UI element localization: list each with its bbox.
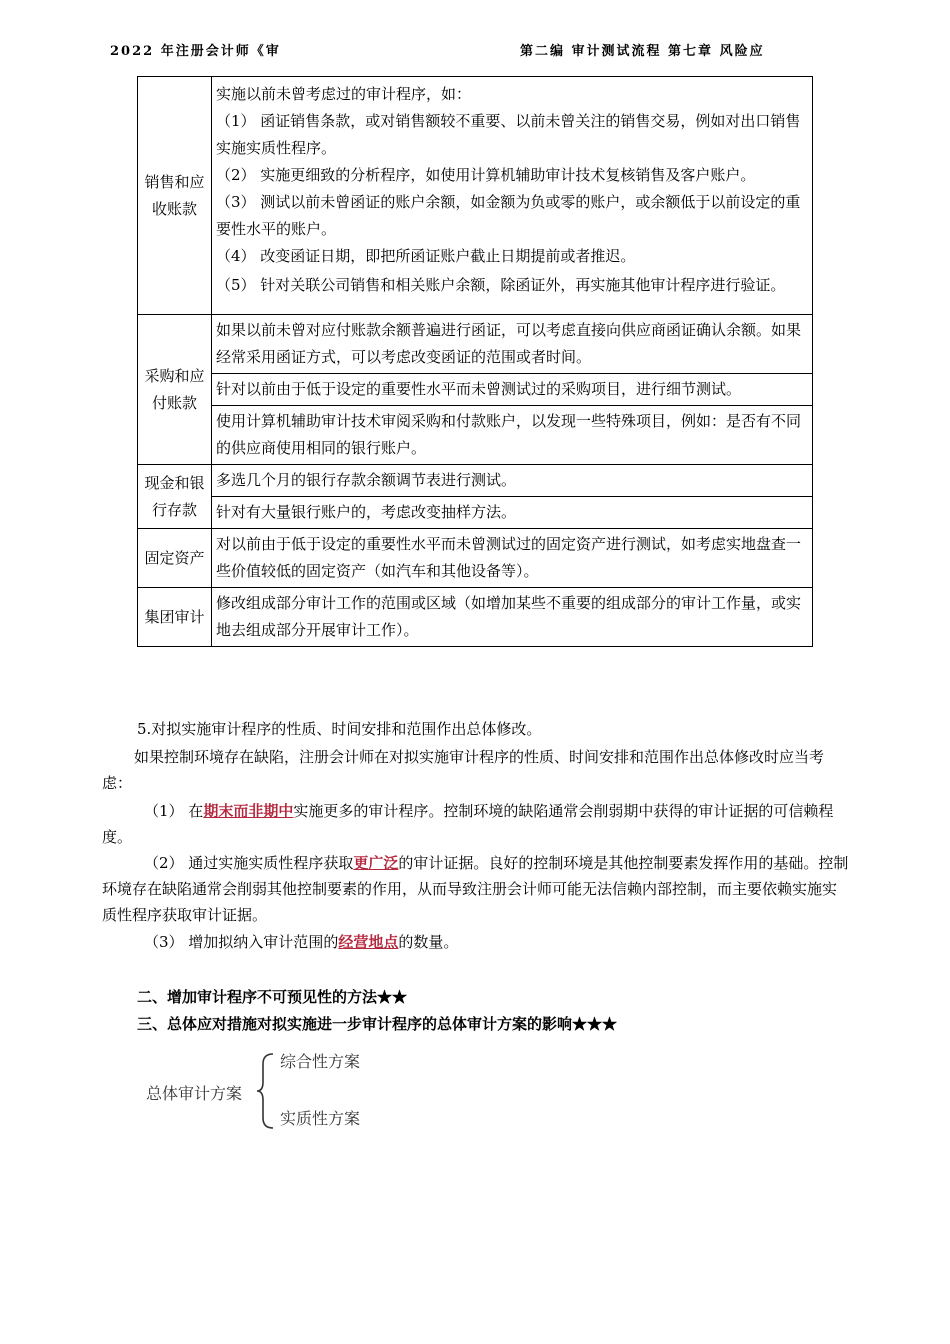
table-row: [138, 315, 813, 374]
table-row: [138, 529, 813, 588]
section-5-item-1: （1） 在期末而非期中实施更多的审计程序。控制环境的缺陷通常会削弱期中获得的审计证据的可信赖程度。: [102, 802, 834, 846]
table-row: [138, 465, 813, 497]
category-cell: 固定资产: [138, 529, 212, 588]
procedure-cell: 针对以前由于低于设定的重要性水平而未曾测试过的采购项目，进行细节测试。: [212, 374, 813, 406]
section-5-item-2: （2） 通过实施实质性程序获取更广泛的审计证据。良好的控制环境是其他控制要素发挥作用的基础。控制环境存在缺陷通常会削弱其他控制要素的作用，从而导致注册会计师可能无法信赖内部控制，而主要依赖实施实质性程序获取审计证据。: [102, 854, 849, 924]
audit-plan-diagram: [140, 1040, 400, 1140]
category-cell: 现金和银行存款: [138, 465, 212, 529]
heading-3: 三、总体应对措施对拟实施进一步审计程序的总体审计方案的影响★★★: [137, 1015, 618, 1033]
header-chapter-title: 第二编 审计测试流程 第七章 风险应: [520, 44, 765, 59]
procedure-cell: 使用计算机辅助审计技术审阅采购和付款账户，以发现一些特殊项目，例如：是否有不同的供应商使用相同的银行账户。: [212, 406, 813, 465]
audit-procedures-table: [137, 76, 813, 647]
section-5-item-3: （3） 增加拟纳入审计范围的经营地点的数量。: [144, 933, 459, 951]
procedure-line: （1） 函证销售条款，或对销售额较不重要、以前未曾关注的销售交易，例如对出口销售实施实质性程序。: [216, 112, 801, 157]
procedure-line: （4） 改变函证日期，即把所函证账户截止日期提前或者推迟。: [216, 247, 636, 265]
section-5-intro: 如果控制环境存在缺陷，注册会计师在对拟实施审计程序的性质、时间安排和范围作出总体修改时应当考虑：: [102, 748, 825, 792]
procedure-line: （3） 测试以前未曾函证的账户余额，如金额为负或零的账户，或余额低于以前设定的重要性水平的账户。: [216, 193, 801, 238]
procedure-cell: 如果以前未曾对应付账款余额普遍进行函证，可以考虑直接向供应商函证确认余额。如果经常采用函证方式，可以考虑改变函证的范围或者时间。: [212, 315, 813, 374]
category-cell: 销售和应收账款: [138, 77, 212, 315]
procedure-cell: 针对有大量银行账户的，考虑改变抽样方法。: [212, 497, 813, 529]
procedure-cell: [212, 77, 813, 315]
emphasis-term: 更广泛: [353, 854, 399, 872]
table-row: [138, 374, 813, 406]
table-row: [138, 406, 813, 465]
section-5-title: 5.对拟实施审计程序的性质、时间安排和范围作出总体修改。: [137, 720, 542, 738]
category-cell: 采购和应付账款: [138, 315, 212, 465]
emphasis-term: 期末而非期中: [203, 802, 294, 820]
emphasis-term: 经营地点: [338, 933, 399, 951]
heading-2: 二、增加审计程序不可预见性的方法★★: [137, 988, 408, 1006]
procedure-cell: 多选几个月的银行存款余额调节表进行测试。: [212, 465, 813, 497]
diagram-branch-comprehensive: 综合性方案: [280, 1052, 361, 1071]
procedure-cell: 对以前由于低于设定的重要性水平而未曾测试过的固定资产进行测试，如考虑实地盘查一些价值较低的固定资产（如汽车和其他设备等）。: [212, 529, 813, 588]
procedure-cell: 修改组成部分审计工作的范围或区域（如增加某些不重要的组成部分的审计工作量，或实地去组成部分开展审计工作）。: [212, 588, 813, 647]
diagram-branch-substantive: 实质性方案: [280, 1109, 361, 1128]
table-row: [138, 77, 813, 315]
table-row: [138, 588, 813, 647]
procedure-line: （5） 针对关联公司销售和相关账户余额，除函证外，再实施其他审计程序进行验证。: [216, 276, 786, 294]
procedure-line: （2） 实施更细致的分析程序，如使用计算机辅助审计技术复核销售及客户账户。: [216, 166, 756, 184]
header-book-title: 2022 年注册会计师《审: [110, 44, 281, 59]
diagram-root-label: 总体审计方案: [146, 1084, 243, 1103]
category-cell: 集团审计: [138, 588, 212, 647]
page-header: [0, 38, 950, 59]
table-row: [138, 497, 813, 529]
procedure-line: 实施以前未曾考虑过的审计程序，如：: [216, 85, 472, 103]
